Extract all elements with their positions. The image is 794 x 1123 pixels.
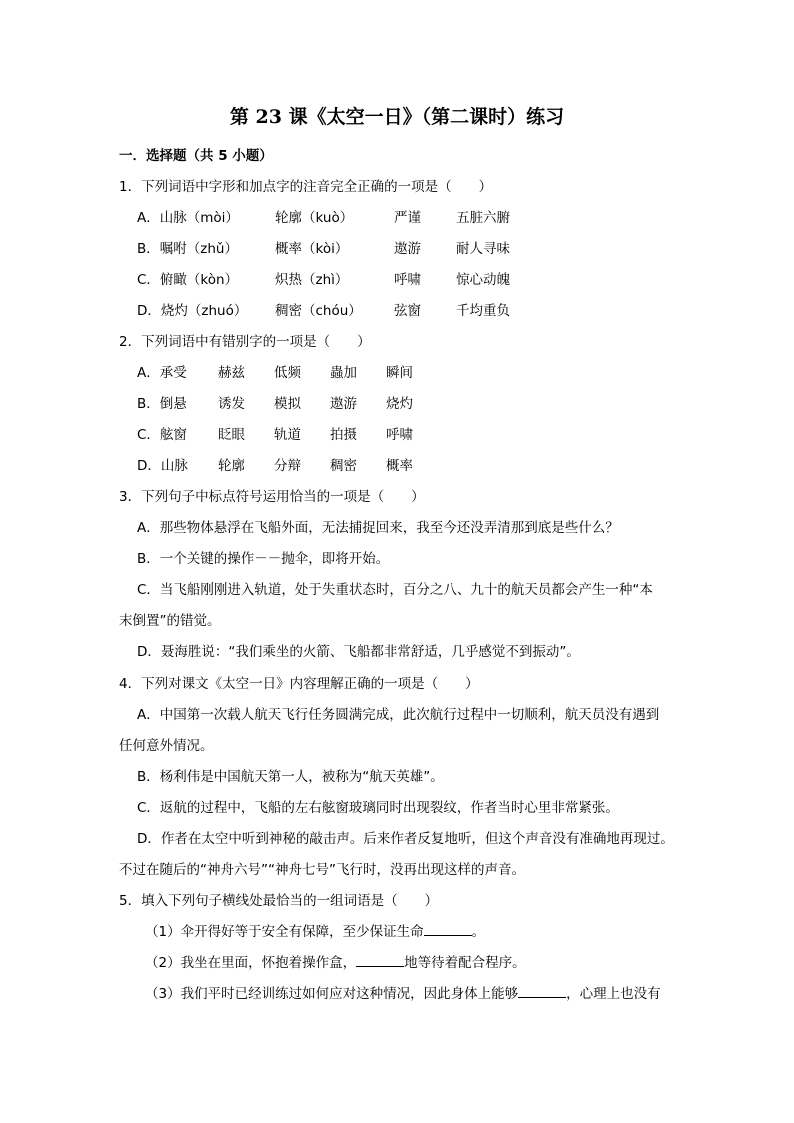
q2-option-2-item-4: 呼啸 — [386, 427, 413, 443]
q1-option-1-item-3: 耐人寻味 — [456, 241, 510, 257]
q2-option-2-item-3: 拍摄 — [330, 427, 357, 443]
q2-option-0-item-0: A．承受 — [137, 365, 187, 381]
q2-option-3-item-1: 轮廓 — [218, 458, 245, 474]
q4-option-a-cont: 任何意外情况。 — [119, 738, 214, 754]
q4-option-d-cont: 不过在随后的“神舟六号”“神舟七号”飞行时，没再出现这样的声音。 — [119, 862, 525, 878]
q1-option-2-item-2: 呼啸 — [394, 272, 421, 288]
q2-option-0-item-3: 蟲加 — [330, 365, 357, 381]
q2-option-1-item-4: 烧灼 — [386, 396, 413, 412]
q5-s2-text: （2）我坐在里面，怀抱着操作盒， — [145, 955, 357, 971]
q1-option-3-item-0: D．烧灼（zhuó） — [137, 303, 248, 319]
q5-s3-end: ，心理上也没有 — [566, 986, 661, 1002]
q2-option-1-item-3: 遨游 — [330, 396, 357, 412]
fill-blank — [356, 954, 404, 967]
q4-option-c: C．返航的过程中，飞船的左右舷窗玻璃同时出现裂纹，作者当时心里非常紧张。 — [137, 800, 619, 816]
q3-option-a: A．那些物体悬浮在飞船外面，无法捕捉回来，我至今还没弄清那到底是些什么？ — [137, 520, 619, 536]
q5-s3-text: （3）我们平时已经训练过如何应对这种情况，因此身体上能够 — [145, 986, 519, 1002]
q2-option-0-item-4: 瞬间 — [386, 365, 413, 381]
q1-option-2-item-3: 惊心动魄 — [456, 272, 510, 288]
q1-option-0-item-0: A．山脉（mòi） — [137, 210, 239, 226]
q5-s2-end: 地等待着配合程序。 — [404, 955, 526, 971]
q5-sentence-2 — [145, 953, 526, 973]
q2-option-3-item-0: D．山脉 — [137, 458, 188, 474]
q1-option-0-item-1: 轮廓（kuò） — [275, 210, 354, 226]
q2-option-1-item-0: B．倒悬 — [137, 396, 187, 412]
q2-option-3-item-3: 稠密 — [330, 458, 357, 474]
fill-blank — [518, 985, 566, 998]
q2-option-0-item-1: 赫兹 — [218, 365, 245, 381]
q2-option-2-item-0: C．舷窗 — [137, 427, 187, 443]
q3-option-d: D．聂海胜说：“我们乘坐的火箭、飞船都非常舒适，几乎感觉不到振动”。 — [137, 644, 580, 660]
q1-option-3-item-3: 千均重负 — [456, 303, 510, 319]
page-title: 第 23 课《太空一日》（第二课时）练习 — [229, 106, 565, 128]
q2-option-2-item-1: 眨眼 — [218, 427, 245, 443]
q2-option-3-item-2: 分辩 — [274, 458, 301, 474]
q1-option-0-item-2: 严谨 — [394, 210, 421, 226]
q1-option-0-item-3: 五脏六腑 — [456, 210, 510, 226]
q1-option-3-item-2: 弦窗 — [394, 303, 421, 319]
fill-blank — [424, 923, 472, 936]
q1-option-2-item-1: 炽热（zhì） — [275, 272, 349, 288]
q3-option-c-cont: 末倒置”的错觉。 — [119, 613, 221, 629]
section-heading: 一．选择题（共 5 小题） — [119, 148, 273, 164]
q3-option-c: C．当飞船刚刚进入轨道，处于失重状态时，百分之八、九十的航天员都会产生一种“本 — [137, 582, 653, 598]
q5-s1-end: 。 — [471, 924, 486, 940]
q1-option-3-item-1: 稠密（chóu） — [275, 303, 362, 319]
q1-option-1-item-1: 概率（kòi） — [275, 241, 349, 257]
q5-stem: 5．填入下列句子横线处最恰当的一组词语是（ ） — [119, 893, 439, 909]
q4-option-b: B．杨利伟是中国航天第一人，被称为“航天英雄”。 — [137, 769, 444, 785]
q2-option-1-item-1: 诱发 — [218, 396, 245, 412]
q4-option-d: D．作者在太空中听到神秘的敲击声。后来作者反复地听，但这个声音没有准确地再现过。 — [137, 831, 674, 847]
q1-option-1-item-2: 遨游 — [394, 241, 421, 257]
q5-s1-text: （1）伞开得好等于安全有保障，至少保证生命 — [145, 924, 424, 940]
q2-option-0-item-2: 低频 — [274, 365, 301, 381]
q2-stem: 2．下列词语中有错别字的一项是（ ） — [119, 334, 371, 350]
q1-option-1-item-0: B．嘱咐（zhǔ） — [137, 241, 238, 257]
q4-stem: 4．下列对课文《太空一日》内容理解正确的一项是（ ） — [119, 676, 479, 692]
q5-sentence-3 — [145, 984, 661, 1004]
q5-sentence-1 — [145, 922, 485, 942]
q3-option-b: B．一个关键的操作－－抛伞，即将开始。 — [137, 551, 390, 567]
q2-option-3-item-4: 概率 — [386, 458, 413, 474]
q4-option-a: A．中国第一次载人航天飞行任务圆满完成，此次航行过程中一切顺利，航天员没有遇到 — [137, 707, 660, 723]
q3-stem: 3．下列句子中标点符号运用恰当的一项是（ ） — [119, 489, 425, 505]
q1-option-2-item-0: C．俯瞰（kòn） — [137, 272, 239, 288]
q2-option-2-item-2: 轨道 — [274, 427, 301, 443]
q2-option-1-item-2: 模拟 — [274, 396, 301, 412]
q1-stem: 1．下列词语中字形和加点字的注音完全正确的一项是（ ） — [119, 179, 493, 195]
